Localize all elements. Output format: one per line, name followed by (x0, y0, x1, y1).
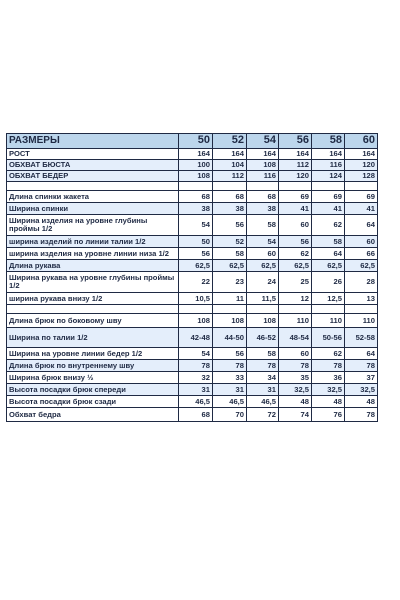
measurement-value: 35 (279, 372, 312, 384)
measurement-value: 36 (312, 372, 345, 384)
measurement-row (7, 171, 378, 182)
measurement-value: 108 (213, 314, 247, 328)
size-header-60: 60 (345, 134, 378, 149)
measurement-value: 38 (247, 203, 279, 215)
measurement-value: 48 (312, 396, 345, 408)
measurement-value: 70 (213, 408, 247, 422)
measurement-value: 60 (345, 236, 378, 248)
measurement-value: 48 (279, 396, 312, 408)
spacer-cell (213, 305, 247, 314)
measurement-value: 120 (345, 160, 378, 171)
measurement-value: 64 (345, 348, 378, 360)
measurement-row (7, 203, 378, 215)
measurement-value: 62,5 (345, 260, 378, 272)
spacer-cell (345, 182, 378, 191)
measurement-value: 68 (247, 191, 279, 203)
measurement-value: 58 (247, 348, 279, 360)
measurement-value: 108 (247, 160, 279, 171)
measurement-value: 54 (247, 236, 279, 248)
measurement-label: Высота посадки брюк сзади (7, 396, 179, 408)
measurement-value: 164 (179, 149, 213, 160)
measurement-value: 56 (213, 348, 247, 360)
measurement-label: Ширина брюк внизу ½ (7, 372, 179, 384)
measurement-row (7, 248, 378, 260)
measurement-value: 54 (179, 348, 213, 360)
size-header-52: 52 (213, 134, 247, 149)
measurement-value: 11,5 (247, 293, 279, 305)
measurement-value: 62,5 (247, 260, 279, 272)
measurement-value: 62 (279, 248, 312, 260)
measurement-value: 78 (279, 360, 312, 372)
measurement-value: 28 (345, 272, 378, 293)
measurement-label: Ширина рукава на уровне глубины проймы 1/2 (7, 272, 179, 293)
measurement-value: 78 (247, 360, 279, 372)
spacer-cell (179, 305, 213, 314)
measurement-label: Ширина на уровне линии бедер 1/2 (7, 348, 179, 360)
measurement-value: 44-50 (213, 328, 247, 348)
measurement-value: 164 (247, 149, 279, 160)
measurement-row (7, 372, 378, 384)
measurement-value: 69 (345, 191, 378, 203)
measurement-value: 69 (279, 191, 312, 203)
measurement-value: 32,5 (279, 384, 312, 396)
measurement-value: 41 (345, 203, 378, 215)
measurement-value: 54 (179, 215, 213, 236)
measurement-row (7, 396, 378, 408)
measurement-value: 26 (312, 272, 345, 293)
measurement-value: 12 (279, 293, 312, 305)
measurement-value: 68 (179, 408, 213, 422)
size-header-54: 54 (247, 134, 279, 149)
measurement-value: 24 (247, 272, 279, 293)
measurement-value: 33 (213, 372, 247, 384)
measurement-label: ширина изделий по линии талии 1/2 (7, 236, 179, 248)
spacer-cell (7, 305, 179, 314)
measurement-label: Обхват бедра (7, 408, 179, 422)
measurement-row (7, 215, 378, 236)
measurement-value: 128 (345, 171, 378, 182)
measurement-value: 64 (312, 248, 345, 260)
measurement-value: 62,5 (312, 260, 345, 272)
measurement-value: 42-48 (179, 328, 213, 348)
measurement-value: 112 (279, 160, 312, 171)
measurement-value: 62,5 (179, 260, 213, 272)
measurement-value: 100 (179, 160, 213, 171)
measurement-label: ширина рукава внизу 1/2 (7, 293, 179, 305)
spacer-cell (279, 305, 312, 314)
measurement-value: 10,5 (179, 293, 213, 305)
measurement-value: 56 (279, 236, 312, 248)
measurement-value: 11 (213, 293, 247, 305)
measurement-label: Длина брюк по внутреннему шву (7, 360, 179, 372)
measurement-value: 58 (312, 236, 345, 248)
measurement-label: Ширина спинки (7, 203, 179, 215)
measurement-value: 31 (247, 384, 279, 396)
measurement-row (7, 149, 378, 160)
measurement-row (7, 384, 378, 396)
measurement-value: 116 (247, 171, 279, 182)
measurement-row (7, 348, 378, 360)
spacer-row (7, 182, 378, 191)
measurement-value: 110 (345, 314, 378, 328)
measurement-value: 32 (179, 372, 213, 384)
measurement-value: 78 (213, 360, 247, 372)
measurement-value: 164 (279, 149, 312, 160)
measurement-value: 60 (279, 348, 312, 360)
measurement-value: 62 (312, 348, 345, 360)
measurement-label: ОБХВАТ БЮСТА (7, 160, 179, 171)
measurement-value: 46,5 (179, 396, 213, 408)
measurement-value: 64 (345, 215, 378, 236)
measurement-value: 34 (247, 372, 279, 384)
spacer-cell (7, 182, 179, 191)
measurement-value: 120 (279, 171, 312, 182)
measurement-value: 62,5 (213, 260, 247, 272)
measurement-row (7, 260, 378, 272)
measurement-label: Длина брюк по боковому шву (7, 314, 179, 328)
measurement-value: 32,5 (312, 384, 345, 396)
measurement-label: ОБХВАТ БЕДЕР (7, 171, 179, 182)
measurement-value: 38 (213, 203, 247, 215)
measurement-value: 50 (179, 236, 213, 248)
measurement-value: 52 (213, 236, 247, 248)
measurement-row (7, 191, 378, 203)
measurement-value: 164 (312, 149, 345, 160)
measurement-value: 69 (312, 191, 345, 203)
measurement-value: 23 (213, 272, 247, 293)
measurement-value: 12,5 (312, 293, 345, 305)
measurement-value: 48 (345, 396, 378, 408)
size-chart-table (6, 133, 378, 422)
measurement-label: ширина изделия на уровне линии низа 1/2 (7, 248, 179, 260)
measurement-row (7, 314, 378, 328)
measurement-value: 108 (179, 171, 213, 182)
measurement-label: РОСТ (7, 149, 179, 160)
measurement-value: 60 (247, 248, 279, 260)
measurement-value: 38 (179, 203, 213, 215)
measurement-value: 22 (179, 272, 213, 293)
measurement-value: 58 (213, 248, 247, 260)
measurement-value: 46,5 (213, 396, 247, 408)
measurement-value: 78 (345, 360, 378, 372)
measurement-value: 78 (312, 360, 345, 372)
measurement-value: 37 (345, 372, 378, 384)
measurement-value: 72 (247, 408, 279, 422)
spacer-cell (247, 305, 279, 314)
measurement-value: 46-52 (247, 328, 279, 348)
measurement-row (7, 408, 378, 422)
spacer-cell (247, 182, 279, 191)
measurement-label: Высота посадки брюк спереди (7, 384, 179, 396)
size-header-58: 58 (312, 134, 345, 149)
spacer-cell (312, 305, 345, 314)
measurement-value: 110 (312, 314, 345, 328)
spacer-row (7, 305, 378, 314)
measurement-value: 25 (279, 272, 312, 293)
spacer-cell (279, 182, 312, 191)
measurement-value: 52-58 (345, 328, 378, 348)
measurement-label: Ширина по талии 1/2 (7, 328, 179, 348)
measurement-row (7, 360, 378, 372)
measurement-value: 110 (279, 314, 312, 328)
spacer-cell (345, 305, 378, 314)
measurement-row (7, 328, 378, 348)
measurement-value: 104 (213, 160, 247, 171)
measurement-value: 46,5 (247, 396, 279, 408)
measurement-value: 116 (312, 160, 345, 171)
measurement-value: 56 (179, 248, 213, 260)
measurement-value: 50-56 (312, 328, 345, 348)
measurement-value: 76 (312, 408, 345, 422)
measurement-value: 48-54 (279, 328, 312, 348)
measurement-value: 108 (179, 314, 213, 328)
measurement-row (7, 293, 378, 305)
measurement-label: Ширина изделия на уровне глубины проймы 1/2 (7, 215, 179, 236)
measurement-value: 164 (345, 149, 378, 160)
measurement-value: 124 (312, 171, 345, 182)
measurement-row (7, 160, 378, 171)
header-label: РАЗМЕРЫ (7, 134, 179, 149)
measurement-value: 31 (179, 384, 213, 396)
measurement-value: 60 (279, 215, 312, 236)
header-row (7, 134, 378, 149)
measurement-value: 41 (279, 203, 312, 215)
measurement-value: 68 (179, 191, 213, 203)
measurement-value: 62,5 (279, 260, 312, 272)
measurement-value: 62 (312, 215, 345, 236)
measurement-value: 31 (213, 384, 247, 396)
size-header-50: 50 (179, 134, 213, 149)
measurement-value: 32,5 (345, 384, 378, 396)
spacer-cell (179, 182, 213, 191)
measurement-value: 78 (345, 408, 378, 422)
measurement-value: 78 (179, 360, 213, 372)
measurement-value: 13 (345, 293, 378, 305)
measurement-label: Длина рукава (7, 260, 179, 272)
measurement-label: Длина спинки жакета (7, 191, 179, 203)
spacer-cell (213, 182, 247, 191)
measurement-row (7, 236, 378, 248)
measurement-value: 112 (213, 171, 247, 182)
spacer-cell (312, 182, 345, 191)
size-header-56: 56 (279, 134, 312, 149)
measurement-value: 58 (247, 215, 279, 236)
measurement-value: 108 (247, 314, 279, 328)
measurement-row (7, 272, 378, 293)
measurement-value: 164 (213, 149, 247, 160)
measurement-value: 74 (279, 408, 312, 422)
measurement-value: 66 (345, 248, 378, 260)
measurement-value: 68 (213, 191, 247, 203)
measurement-value: 56 (213, 215, 247, 236)
measurement-value: 41 (312, 203, 345, 215)
